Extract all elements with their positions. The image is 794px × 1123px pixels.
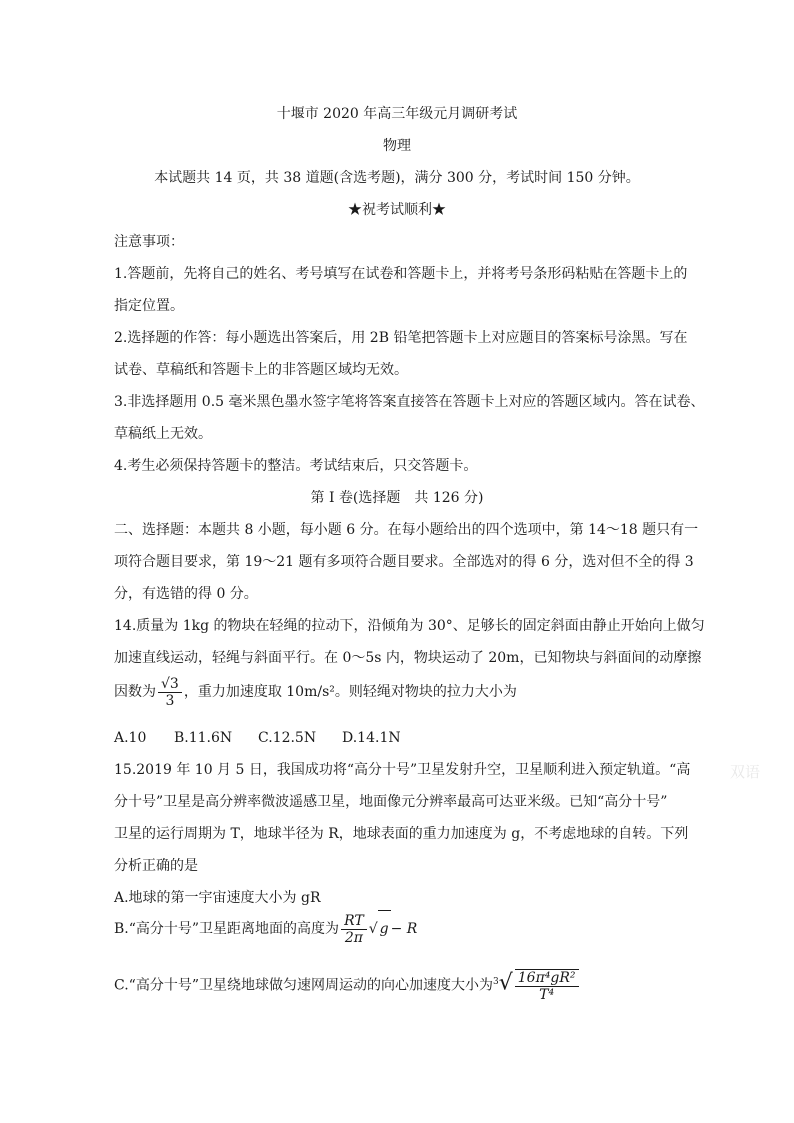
q15-line3: 卫星的运行周期为 T，地球半径为 R，地球表面的重力加速度为 g，不考虑地球的自转。下列	[114, 826, 689, 842]
note-1b: 指定位置。	[114, 298, 184, 314]
q15-option-c	[114, 962, 581, 1006]
note-3a: 3.非选择题用 0.5 毫米黑色墨水签字笔将答案直接答在答题卡上对应的答题区域内。答在试卷、	[114, 394, 705, 410]
q14-option-a: A.10	[114, 730, 147, 746]
q14-options	[114, 728, 401, 748]
q14-option-b: B.11.6N	[174, 730, 233, 746]
note-4: 4.考生必须保持答题卡的整洁。考试结束后，只交答题卡。	[114, 458, 478, 474]
notes-heading: 注意事项：	[114, 234, 184, 250]
q15-option-b	[114, 910, 417, 947]
cube-root-index: 3	[492, 977, 499, 987]
q15-line1: 15.2019 年 10 月 5 日，我国成功将“高分十号”卫星发射升空，卫星顺利进入预定轨道。“高	[114, 762, 691, 778]
note-2a: 2.选择题的作答：每小题选出答案后，用 2B 铅笔把答题卡上对应题目的答案标号涂黑。写在	[114, 330, 688, 346]
note-2b: 试卷、草稿纸和答题卡上的非答题区域均无效。	[114, 362, 408, 378]
section-title: 第 I 卷(选择题 共 126 分)	[310, 490, 484, 506]
fraction-denominator: 2π	[344, 929, 363, 946]
q15-option-b-post: − R	[390, 921, 418, 937]
q15-option-b-sqrt: g	[378, 910, 391, 947]
sqrt-icon: √	[498, 970, 513, 996]
q14-option-c: C.12.5N	[258, 730, 317, 746]
q15-option-c-fraction	[515, 969, 579, 1003]
watermark: 双语	[730, 763, 761, 781]
q14-line3-pre: 因数为	[114, 684, 156, 700]
exam-info: 本试题共 14 页，共 38 道题(含选考题)，满分 300 分，考试时间 150 分钟。	[154, 170, 640, 186]
q15-option-c-pre: C.“高分十号”卫星绕地球做匀速网周运动的向心加速度大小为	[114, 977, 493, 994]
q14-option-d: D.14.1N	[342, 730, 401, 746]
q14-line3	[114, 674, 517, 710]
sqrt-icon: √	[368, 921, 378, 937]
q15-option-b-fraction	[341, 913, 367, 946]
note-3b: 草稿纸上无效。	[114, 426, 212, 442]
section-intro-c: 分，有选错的得 0 分。	[114, 586, 258, 602]
fraction-denominator: T⁴	[539, 986, 555, 1003]
q15-option-b-pre: B.“高分十号”卫星距离地面的高度为	[114, 921, 340, 937]
section-intro-b: 项符合题目要求，第 19～21 题有多项符合题目要求。全部选对的得 6 分，选对但不全的得 3	[114, 554, 694, 570]
q14-line3-post: ，重力加速度取 10m/s²。则轻绳对物块的拉力大小为	[183, 684, 517, 700]
q14-line2: 加速直线运动，轻绳与斜面平行。在 0～5s 内，物块运动了 20m，已知物块与斜面间的动摩擦	[114, 650, 702, 666]
fraction-numerator: √3	[158, 676, 182, 693]
fraction-numerator: RT	[341, 913, 367, 930]
fraction-denominator: 3	[165, 692, 175, 709]
fraction-numerator: 16π⁴gR²	[515, 970, 579, 987]
subject-title: 物理	[383, 138, 411, 154]
section-intro-a: 二、选择题：本题共 8 小题，每小题 6 分。在每小题给出的四个选项中，第 14～18 题只有一	[114, 522, 699, 538]
q14-friction-fraction	[158, 676, 182, 709]
q15-line4: 分析正确的是	[114, 858, 198, 874]
q15-option-a: A.地球的第一宇宙速度大小为 gR	[114, 890, 321, 906]
wish-text: ★祝考试顺利★	[348, 202, 446, 218]
note-1a: 1.答题前，先将自己的姓名、考号填写在试卷和答题卡上，并将考号条形码粘贴在答题卡上的	[114, 266, 688, 282]
q15-line2: 分十号”卫星是高分辨率微波遥感卫星，地面像元分辨率最高可达亚米级。已知“高分十号”	[114, 794, 668, 810]
exam-title: 十堰市 2020 年高三年级元月调研考试	[276, 106, 518, 122]
q14-line1: 14.质量为 1kg 的物块在轻绳的拉动下，沿倾角为 30°、足够长的固定斜面由静止开始向上做匀	[114, 618, 705, 634]
